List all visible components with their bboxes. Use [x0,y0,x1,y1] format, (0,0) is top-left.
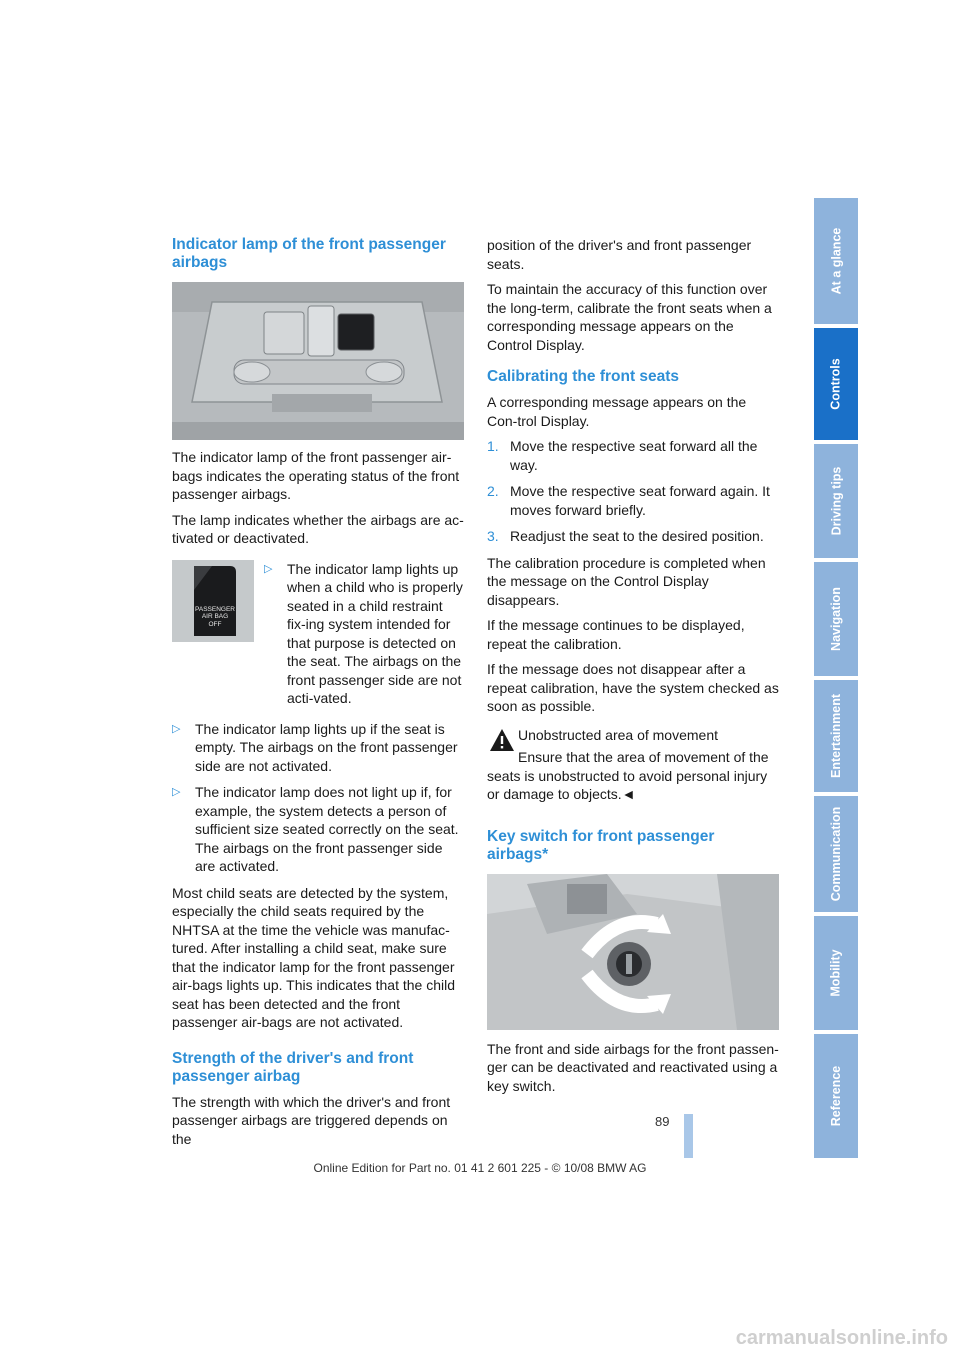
page-number: 89 [655,1114,670,1129]
lamp-illustration [172,560,254,642]
figure-key-switch [487,874,779,1030]
list-item: ▷ The indicator lamp lights up if the seat is empty. The airbags on the front passenger side are not activated. [172,720,458,774]
paragraph: If the message continues to be displayed, repeat the calibration. [487,617,745,652]
paragraph: The front and side airbags for the front passen-ger can be deactivated and reactivated using a key switch. [487,1040,779,1094]
tab-communication[interactable]: Communication [814,796,858,912]
warning-body-first: Ensure that the area of movement of the [518,749,769,765]
heading-calibrating-seats: Calibrating the front seats [487,368,680,385]
paragraph: The calibration procedure is completed when the message on the Control Display disappears. [487,554,766,608]
left-column [172,236,464,1155]
warning-title: Unobstructed area of movement [518,726,718,743]
step-item: 2. Move the respective seat forward again. It moves forward briefly. [487,483,770,518]
tab-mobility[interactable]: Mobility [814,916,858,1030]
step-item: 1. Move the respective seat forward all the way. [487,438,758,473]
lamp-figure-block [172,560,464,716]
tab-driving-tips[interactable]: Driving tips [814,444,858,558]
tab-navigation[interactable]: Navigation [814,562,858,676]
heading-indicator-lamp: Indicator lamp of the front passenger airbags [172,236,446,271]
tab-controls[interactable]: Controls [814,328,858,440]
warning-icon [489,728,515,752]
bullet-marker: ▷ [172,722,181,735]
warning-body-rest: seats is unobstructed to avoid personal injury or damage to objects.◄ [487,767,768,802]
end-mark: ◄ [621,786,636,802]
paragraph: A corresponding message appears on the Con-trol Display. [487,394,747,429]
bullet-marker: ▷ [264,562,273,575]
passenger-airbag-off-lamp [172,560,254,642]
figure-overhead-console [172,282,464,440]
paragraph: position of the driver's and front passenger seats. [487,237,752,272]
key-switch-illustration [487,874,779,1030]
tab-reference[interactable]: Reference [814,1034,858,1158]
paragraph: To maintain the accuracy of this function over the long-term, calibrate the front seats when a corresponding message appears on the Control Display. [487,281,772,353]
heading-key-switch: Key switch for front passenger airbags* [487,827,715,863]
paragraph: Most child seats are detected by the system, especially the child seats required by the NHTSA at the time the vehicle was manufac-tured. After installing a child seat, make sure that the indicator lamp for the front passenger air-bags lights up. This indicates that the child seat has been detected and the front passenger air-bags are not activated. [172,884,456,1030]
overhead-console-illustration [172,282,464,440]
watermark: carmanualsonline.info [735,1327,948,1349]
paragraph: The indicator lamp of the front passenger air-bags indicates the operating status of the front passenger airbags. [172,449,460,502]
right-column [487,236,779,1102]
lamp-label: PASSENGER AIR BAG OFF [195,605,235,628]
tab-at-a-glance[interactable]: At a glance [814,198,858,324]
page-marker-bar [684,1114,693,1158]
heading-airbag-strength: Strength of the driver's and front passenger airbag [172,1049,414,1085]
list-item: ▷ The indicator lamp does not light up if, for example, the system detects a person of sufficient size seated correctly on the seat. The airbags on the front passenger side are activated. [172,784,459,874]
tab-entertainment[interactable]: Entertainment [814,680,858,792]
step-item: 3. Readjust the seat to the desired position. [487,528,764,544]
paragraph: The lamp indicates whether the airbags are ac-tivated or deactivated. [172,511,464,546]
warning-note [487,726,779,804]
bullet-marker: ▷ [172,786,181,798]
footer-edition: Online Edition for Part no. 01 41 2 601 225 - © 10/08 BMW AG [313,1161,647,1175]
list-item: ▷ The indicator lamp lights up when a child who is properly seated in a child restraint fix-ing system intended for that purpose is detected on the seat. The airbags on the front passenger side are not acti-vated. [264,560,463,706]
paragraph: The strength with which the driver's and front passenger airbags are triggered depends on the [172,1093,451,1147]
paragraph: If the message does not disappear after a repeat calibration, have the system checked as soon as possible. [487,661,779,714]
